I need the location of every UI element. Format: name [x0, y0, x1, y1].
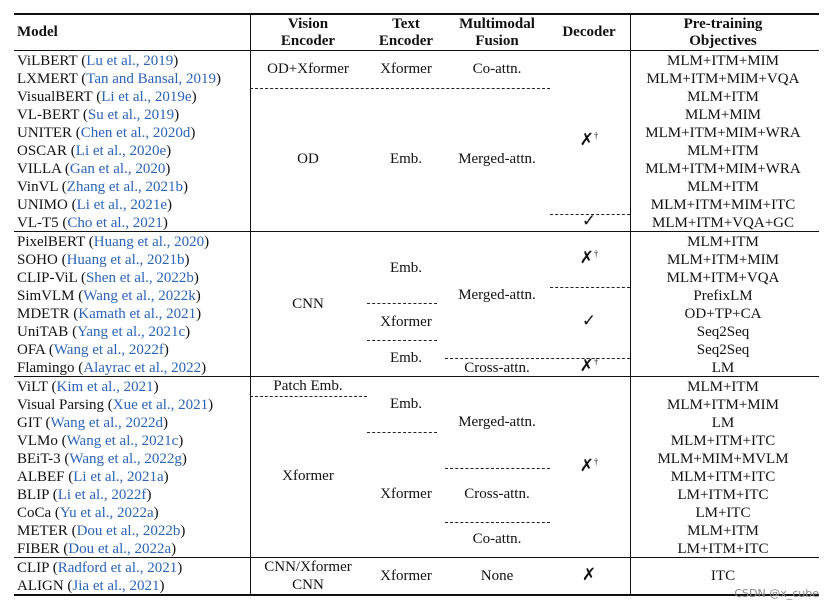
citation-link[interactable]: Kim et al., 2021 [56, 379, 154, 395]
model-name: FIBER [17, 541, 60, 557]
model-name: GIT [17, 415, 42, 431]
model-entry: SimVLM (Wang et al., 2022k) [17, 288, 201, 304]
dashed-sep [550, 287, 630, 288]
model-name: SimVLM [17, 288, 75, 304]
citation-link[interactable]: Xue et al., 2021 [112, 397, 209, 413]
citation-link[interactable]: Li et al., 2020e [75, 143, 167, 159]
model-name: UNITER [17, 125, 72, 141]
objective-cell: MLM+ITM [687, 179, 759, 195]
text-cell: Emb. [389, 260, 423, 276]
model-entry: BLIP (Li et al., 2022f) [17, 487, 152, 503]
decoder-cell [580, 357, 599, 375]
model-name: UniTAB [17, 324, 69, 340]
header-text-encoder-1: Text [392, 16, 420, 32]
text-cell: Emb. [389, 396, 423, 412]
model-entry: METER (Dou et al., 2022b) [17, 523, 186, 539]
objective-cell: OD+TP+CA [684, 306, 762, 322]
citation-link[interactable]: Wang et al., 2022d [50, 415, 163, 431]
model-name: OFA [17, 342, 46, 358]
dashed-sep [250, 396, 367, 397]
citation-link[interactable]: Lu et al., 2019 [86, 53, 174, 69]
header-vision-encoder-1: Vision [287, 16, 329, 32]
objective-cell: LM+ITM+ITC [677, 541, 769, 557]
objective-cell: MLM+ITM+ITC [670, 433, 776, 449]
fusion-cell: Merged-attn. [458, 151, 536, 167]
model-name: CLIP-ViL [17, 270, 78, 286]
model-entry: GIT (Wang et al., 2022d) [17, 415, 168, 431]
objective-cell: MLM+ITM+ITC [670, 469, 776, 485]
objective-cell: MLM+ITM+MIM+ITC [650, 197, 796, 213]
objective-cell: MLM+MIM [685, 107, 761, 123]
objective-cell: MLM+ITM+MIM [667, 53, 779, 69]
objective-cell: MLM+ITM+MIM+WRA [645, 161, 801, 177]
fusion-cell: Cross-attn. [464, 486, 530, 502]
decoder-cell [580, 131, 599, 149]
dashed-sep [445, 468, 550, 469]
model-entry: VL-T5 (Cho et al., 2021) [17, 215, 168, 231]
objective-cell: MLM+ITM [687, 379, 759, 395]
model-name: UNIMO [17, 197, 68, 213]
citation-link[interactable]: Wang et al., 2022f [53, 342, 164, 358]
watermark: CSDN @x_cube [734, 587, 819, 600]
decoder-cell [580, 249, 599, 267]
vision-cell: CNN/Xformer [264, 559, 352, 575]
header-model: Model [17, 24, 58, 40]
model-name: ViLT [17, 379, 48, 395]
citation-link[interactable]: Chen et al., 2020d [80, 125, 191, 141]
model-entry: ALIGN (Jia et al., 2021) [17, 578, 165, 594]
objective-cell: MLM+ITM [687, 143, 759, 159]
dagger-mark: † [593, 130, 599, 141]
fusion-cell: Co-attn. [472, 531, 522, 547]
header-rule [14, 50, 819, 51]
objective-cell: Seq2Seq [696, 342, 750, 358]
model-entry: FIBER (Dou et al., 2022a) [17, 541, 177, 557]
model-name: Flamingo [17, 360, 75, 376]
citation-link[interactable]: Yu et al., 2022a [59, 505, 154, 521]
model-name: BEiT-3 [17, 451, 61, 467]
model-name: ALIGN [17, 578, 64, 594]
objective-cell: LM+ITC [695, 505, 751, 521]
dashed-sep [445, 522, 550, 523]
citation-link[interactable]: Gan et al., 2020 [69, 161, 166, 177]
model-entry: VisualBERT (Li et al., 2019e) [17, 89, 197, 105]
dashed-sep [367, 340, 437, 341]
model-entry: VLMo (Wang et al., 2021c) [17, 433, 184, 449]
model-entry: BEiT-3 (Wang et al., 2022g) [17, 451, 187, 467]
objective-cell: MLM+ITM+VQA [666, 270, 780, 286]
citation-link[interactable]: Huang et al., 2021b [66, 252, 185, 268]
model-name: VL-BERT [17, 107, 80, 123]
objective-cell: MLM+ITM [687, 234, 759, 250]
header-decoder: Decoder [562, 24, 616, 40]
model-entry: OFA (Wang et al., 2022f) [17, 342, 169, 358]
model-entry: CLIP-ViL (Shen et al., 2022b) [17, 270, 199, 286]
text-cell: Xformer [380, 314, 432, 330]
model-entry: MDETR (Kamath et al., 2021) [17, 306, 202, 322]
dashed-sep [250, 88, 550, 89]
objective-cell: MLM+ITM [687, 523, 759, 539]
cross-mark-icon: ✗ [579, 248, 594, 267]
objective-cell: MLM+ITM+MIM [667, 397, 779, 413]
objective-cell: MLM+ITM+MIM+WRA [645, 125, 801, 141]
model-entry: VL-BERT (Su et al., 2019) [17, 107, 180, 123]
model-entry: PixelBERT (Huang et al., 2020) [17, 234, 210, 250]
text-cell: Xformer [380, 486, 432, 502]
citation-link[interactable]: Cho et al., 2021 [67, 215, 163, 231]
model-entry: ViLT (Kim et al., 2021) [17, 379, 159, 395]
model-entry: UNITER (Chen et al., 2020d) [17, 125, 196, 141]
header-fusion-2: Fusion [475, 33, 519, 49]
model-name: Visual Parsing [17, 397, 105, 413]
model-entry: CLIP (Radford et al., 2021) [17, 560, 183, 576]
model-name: METER [17, 523, 68, 539]
citation-link[interactable]: Li et al., 2021a [73, 469, 164, 485]
citation-link[interactable]: Yang et al., 2021c [77, 324, 186, 340]
cross-mark-icon: ✗ [579, 130, 594, 149]
citation-link[interactable]: Wang et al., 2022k [83, 288, 196, 304]
fusion-cell: Merged-attn. [458, 287, 536, 303]
header-objectives-2: Objectives [689, 33, 757, 49]
dagger-mark: † [593, 248, 599, 259]
vision-cell: OD+Xformer [267, 61, 349, 77]
citation-link[interactable]: Kamath et al., 2021 [78, 306, 197, 322]
decoder-cell [580, 457, 599, 475]
objective-cell: LM+ITM+ITC [677, 487, 769, 503]
fusion-cell: Merged-attn. [458, 414, 536, 430]
vision-cell: CNN [292, 577, 324, 593]
model-name: LXMERT [17, 71, 78, 87]
text-cell: Emb. [389, 151, 423, 167]
objective-cell: ITC [710, 568, 736, 584]
vision-cell: CNN [292, 296, 324, 312]
objective-cell: MLM+ITM+MIM+VQA [646, 71, 800, 87]
col-divider-2 [630, 13, 631, 595]
vision-cell: OD [297, 151, 319, 167]
model-entry: LXMERT (Tan and Bansal, 2019) [17, 71, 222, 87]
citation-link[interactable]: Alayrac et al., 2022 [83, 360, 202, 376]
model-entry: ViLBERT (Lu et al., 2019) [17, 53, 179, 69]
model-entry: SOHO (Huang et al., 2021b) [17, 252, 190, 268]
decoder-cell: ✓ [581, 211, 597, 230]
model-entry: Flamingo (Alayrac et al., 2022) [17, 360, 207, 376]
header-fusion-1: Multimodal [459, 16, 535, 32]
citation-link[interactable]: Su et al., 2019 [87, 107, 175, 123]
citation-link[interactable]: Zhang et al., 2021b [66, 179, 184, 195]
model-name: VinVL [17, 179, 59, 195]
objective-cell: PrefixLM [693, 288, 753, 304]
model-entry: UniTAB (Yang et al., 2021c) [17, 324, 191, 340]
objective-cell: LM [711, 360, 735, 376]
citation-link[interactable]: Dou et al., 2022a [68, 541, 172, 557]
model-name: CLIP [17, 560, 49, 576]
citation-link[interactable]: Li et al., 2021e [76, 197, 167, 213]
model-entry: ALBEF (Li et al., 2021a) [17, 469, 169, 485]
model-name: PixelBERT [17, 234, 85, 250]
citation-link[interactable]: Dou et al., 2022b [76, 523, 181, 539]
text-cell: Emb. [389, 350, 423, 366]
citation-link[interactable]: Li et al., 2022f [57, 487, 147, 503]
objective-cell: MLM+ITM [687, 89, 759, 105]
model-name: SOHO [17, 252, 58, 268]
model-name: BLIP [17, 487, 49, 503]
objective-cell: LM [711, 415, 735, 431]
citation-link[interactable]: Jia et al., 2021 [72, 578, 160, 594]
model-entry: VILLA (Gan et al., 2020) [17, 161, 171, 177]
vision-cell: Patch Emb. [273, 378, 343, 394]
text-cell: Xformer [380, 568, 432, 584]
text-cell: Xformer [380, 61, 432, 77]
model-name: VL-T5 [17, 215, 59, 231]
model-name: CoCa [17, 505, 52, 521]
model-name: MDETR [17, 306, 70, 322]
header-text-encoder-2: Encoder [378, 33, 434, 49]
model-entry: OSCAR (Li et al., 2020e) [17, 143, 172, 159]
objective-cell: MLM+ITM+VQA+GC [651, 215, 795, 231]
objective-cell: MLM+MIM+MVLM [657, 451, 789, 467]
model-entry: VinVL (Zhang et al., 2021b) [17, 179, 189, 195]
header-vision-encoder-2: Encoder [280, 33, 336, 49]
fusion-cell: None [480, 568, 514, 584]
dashed-sep [367, 432, 437, 433]
decoder-cell: ✗ [581, 565, 597, 584]
header-objectives-1: Pre-training [683, 16, 763, 32]
dagger-mark: † [593, 456, 599, 467]
decoder-cell: ✓ [581, 311, 597, 330]
dagger-mark: † [593, 356, 599, 367]
model-entry: UNIMO (Li et al., 2021e) [17, 197, 172, 213]
col-divider-1 [250, 13, 251, 595]
fusion-cell: Co-attn. [472, 61, 522, 77]
cross-mark-icon: ✗ [579, 456, 594, 475]
objective-cell: Seq2Seq [696, 324, 750, 340]
model-entry: CoCa (Yu et al., 2022a) [17, 505, 159, 521]
citation-link[interactable]: Huang et al., 2020 [93, 234, 205, 250]
model-name: VLMo [17, 433, 58, 449]
model-name: VisualBERT [17, 89, 93, 105]
objective-cell: MLM+ITM+MIM [667, 252, 779, 268]
model-name: OSCAR [17, 143, 68, 159]
model-name: VILLA [17, 161, 62, 177]
citation-link[interactable]: Radford et al., 2021 [57, 560, 178, 576]
model-name: ALBEF [17, 469, 65, 485]
vision-cell: Xformer [282, 468, 334, 484]
citation-link[interactable]: Shen et al., 2022b [85, 270, 194, 286]
model-name: ViLBERT [17, 53, 78, 69]
citation-link[interactable]: Tan and Bansal, 2019 [86, 71, 217, 87]
citation-link[interactable]: Li et al., 2019e [101, 89, 192, 105]
citation-link[interactable]: Wang et al., 2022g [69, 451, 182, 467]
model-entry: Visual Parsing (Xue et al., 2021) [17, 397, 214, 413]
dashed-sep [367, 303, 437, 304]
fusion-cell: Cross-attn. [464, 360, 530, 376]
citation-link[interactable]: Wang et al., 2021c [66, 433, 179, 449]
cross-mark-icon: ✗ [579, 356, 594, 375]
